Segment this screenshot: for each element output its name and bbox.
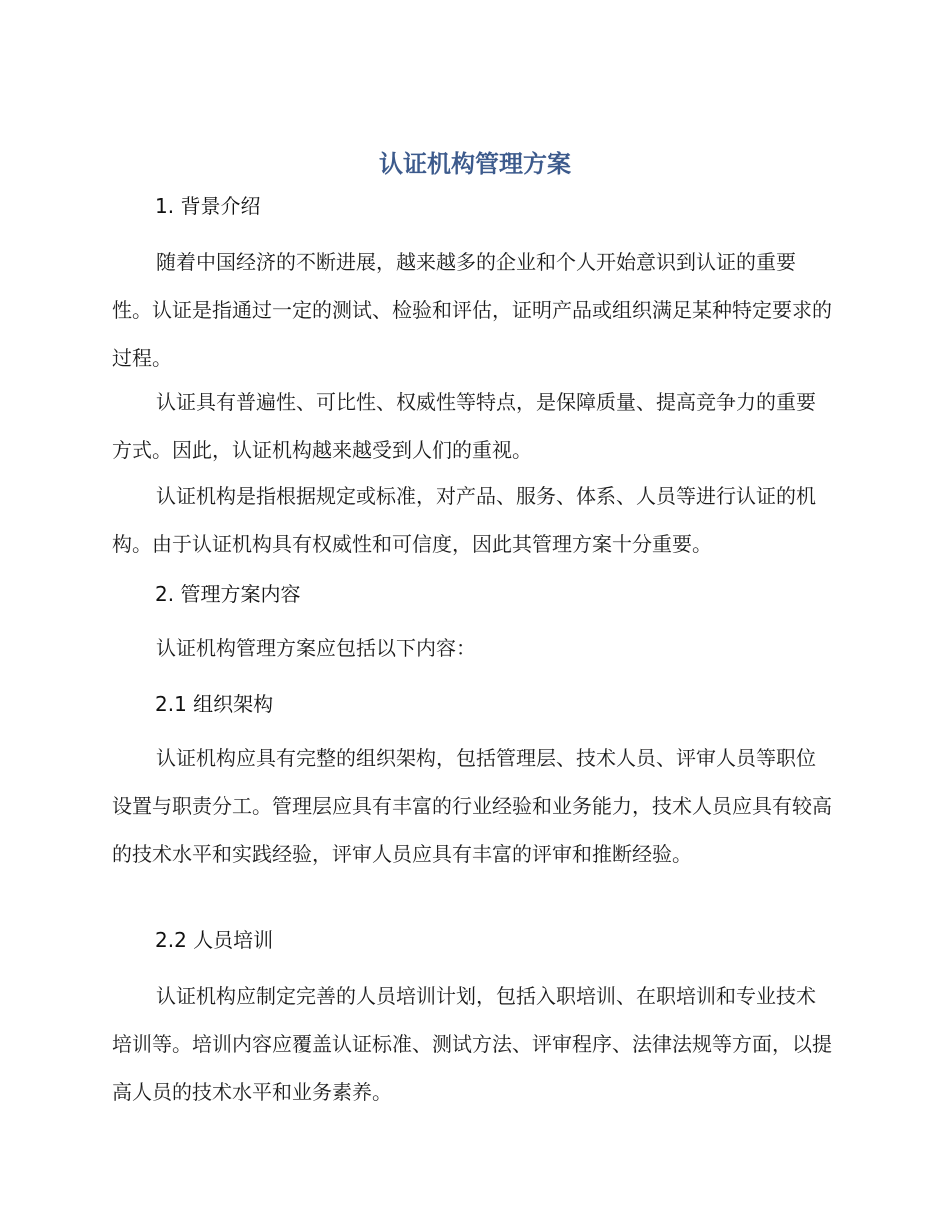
- section-heading-background: 1. 背景介绍: [155, 194, 261, 218]
- document-title: 认证机构管理方案: [379, 150, 571, 178]
- section-heading-training: 2.2 人员培训: [155, 928, 274, 952]
- paragraph-management-intro: 认证机构管理方案应包括以下内容：: [156, 636, 476, 660]
- paragraph-organization: 认证机构应具有完整的组织架构，包括管理层、技术人员、评审人员等职位设置与职责分工。管理层应具有丰富的行业经验和业务能力，技术人员应具有较高的技术水平和实践经验，评审人员应具有丰富的评审和推断经验。: [112, 746, 832, 866]
- section-heading-management-content: 2. 管理方案内容: [155, 582, 301, 606]
- paragraph-training: 认证机构应制定完善的人员培训计划，包括入职培训、在职培训和专业技术培训等。培训内容应覆盖认证标准、测试方法、评审程序、法律法规等方面，以提高人员的技术水平和业务素养。: [112, 984, 832, 1104]
- paragraph-background-1: 随着中国经济的不断进展，越来越多的企业和个人开始意识到认证的重要性。认证是指通过一定的测试、检验和评估，证明产品或组织满足某种特定要求的过程。: [112, 250, 832, 370]
- paragraph-background-2: 认证具有普遍性、可比性、权威性等特点，是保障质量、提高竞争力的重要方式。因此，认证机构越来越受到人们的重视。: [112, 390, 816, 462]
- section-heading-organization: 2.1 组织架构: [155, 692, 274, 716]
- paragraph-background-3: 认证机构是指根据规定或标准，对产品、服务、体系、人员等进行认证的机构。由于认证机构具有权威性和可信度，因此其管理方案十分重要。: [112, 484, 816, 556]
